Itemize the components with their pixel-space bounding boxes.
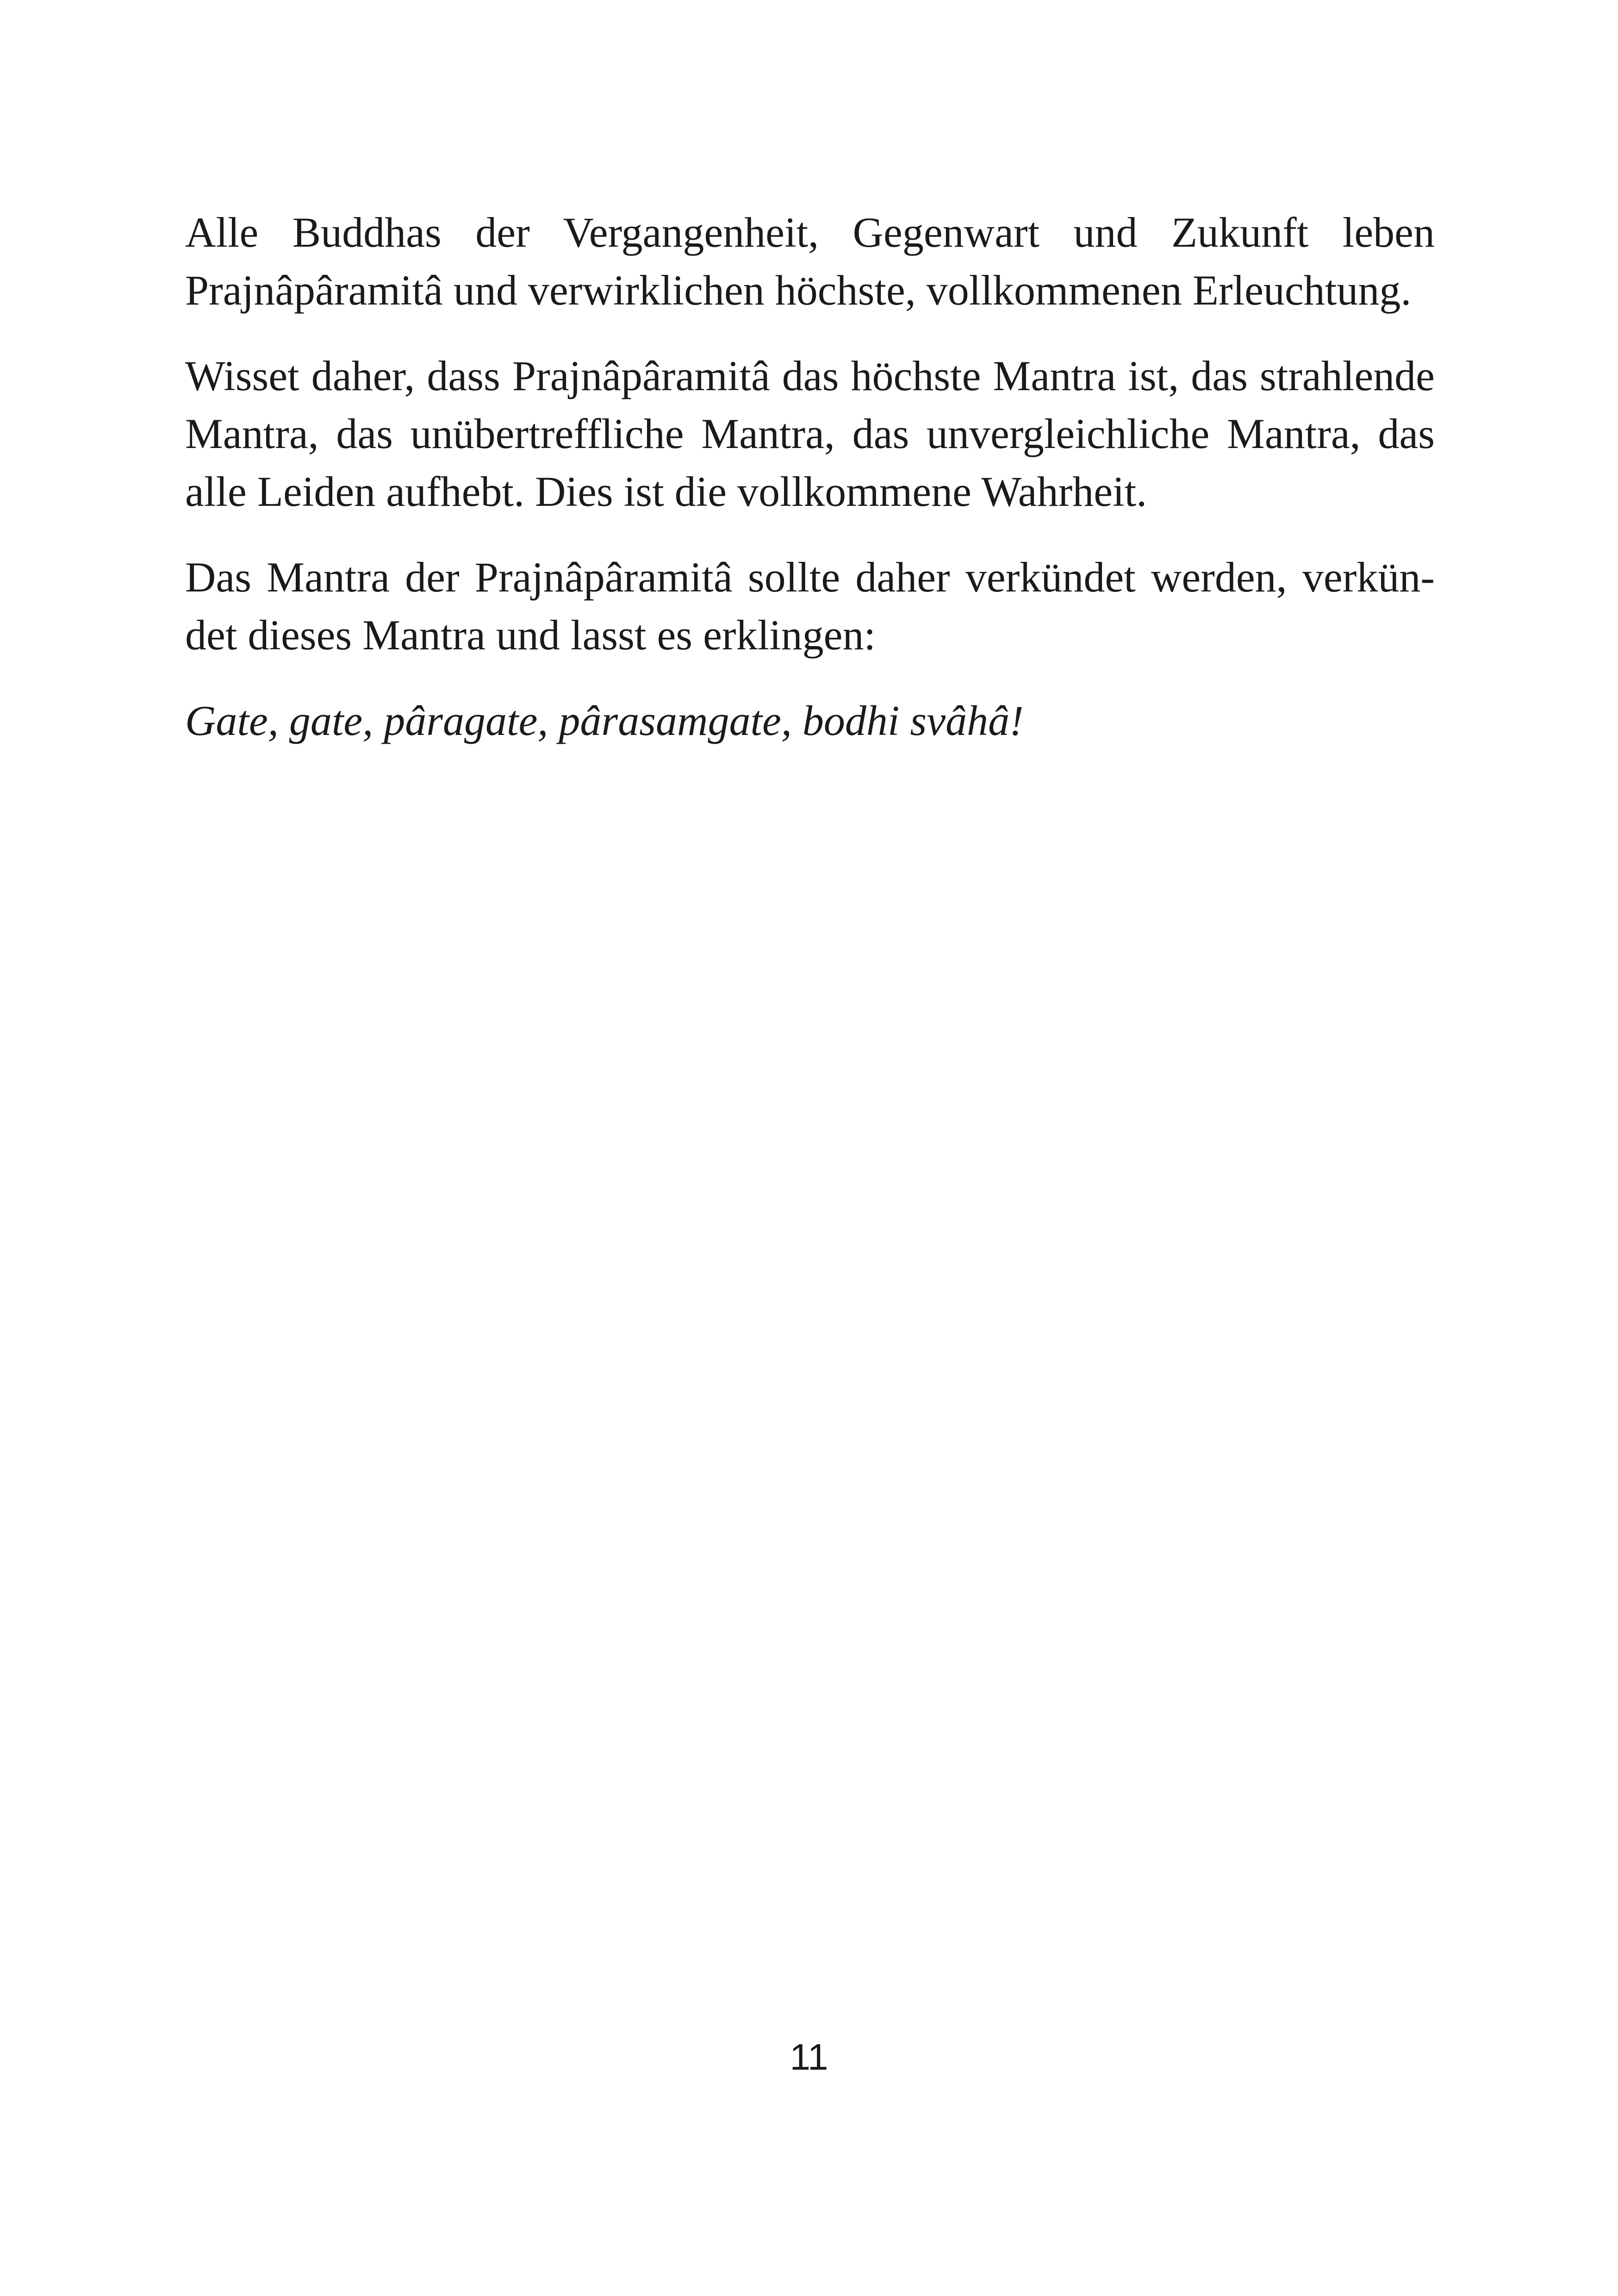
body-text: [185, 204, 1435, 750]
paragraph-mantra-description: Wisset daher, dass Prajnâpâramitâ das höchste Mantra ist, das strahlende Mantra, das unübertreffliche Mantra, das unvergleichliche Mantra, das alle Leiden aufhebt. Dies ist die vollkommene Wahrheit.: [185, 352, 1435, 515]
paragraph-mantra-proclamation: Das Mantra der Prajnâpâramitâ sollte daher verkündet werden, verkündet dieses Mantra und lasst es erklingen:: [185, 554, 1435, 659]
page-number: 11: [790, 2036, 828, 2078]
paragraph-buddhas: Alle Buddhas der Vergangenheit, Gegenwart und Zukunft leben Prajnâpâramitâ und verwirklichen höchste, vollkommenen Erleuchtung.: [185, 209, 1435, 314]
mantra-line: Gate, gate, pâragate, pârasamgate, bodhi svâhâ!: [185, 697, 1024, 744]
